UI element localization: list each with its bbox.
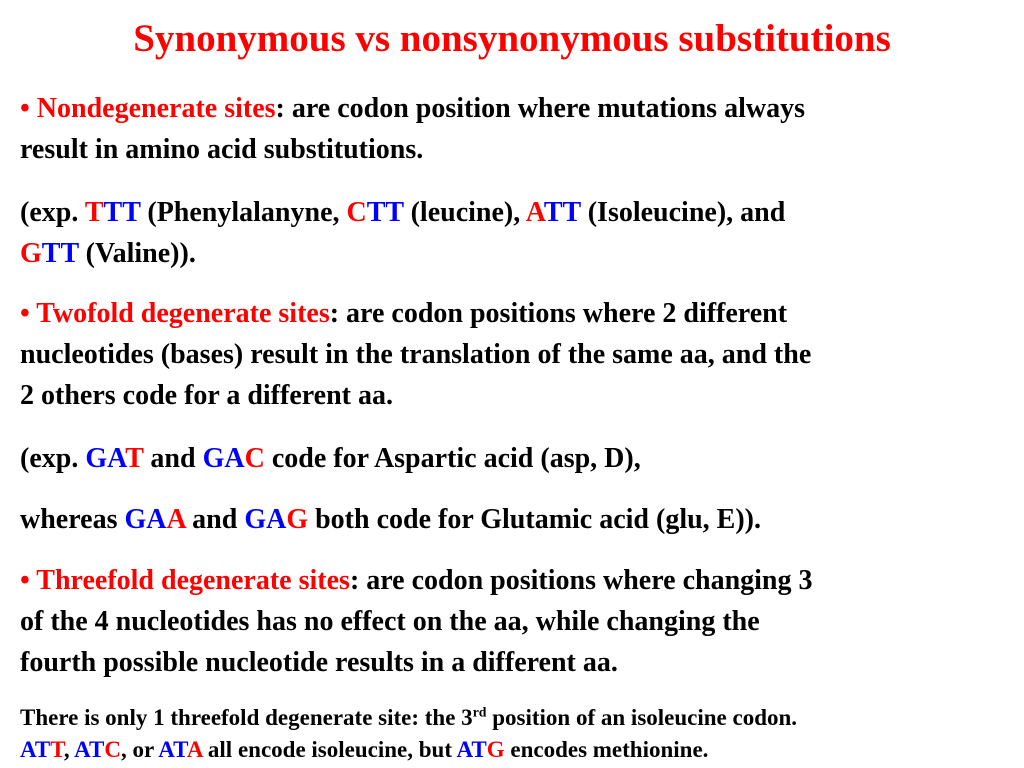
codon-gag-end: G — [286, 504, 309, 535]
threefold-term: • Threefold degenerate sites — [20, 565, 350, 596]
codon-atc-start: AT — [74, 737, 105, 762]
example-prefix: (exp. — [20, 443, 86, 474]
threefold-line3: fourth possible nucleotide results in a different aa. — [20, 647, 618, 678]
threefold-paragraph — [20, 560, 995, 683]
codon-att-end: T — [50, 737, 64, 762]
twofold-example-asp — [20, 438, 995, 479]
example-prefix: (exp. — [20, 197, 85, 228]
twofold-example-glu — [20, 499, 995, 540]
codon-atg-end: G — [486, 737, 505, 762]
example-text-3: (Isoleucine), and — [580, 197, 786, 228]
codon-att-start: AT — [20, 737, 51, 762]
codon-gat-end: T — [125, 443, 144, 474]
codon-ttt-first: T — [84, 197, 104, 228]
glu-text: both code for Glutamic acid (glu, E)). — [308, 504, 762, 535]
codon-gaa-end: A — [166, 504, 186, 535]
nondegenerate-line1: : are codon position where mutations always — [275, 93, 805, 124]
example-text-4: (Valine)). — [78, 238, 196, 269]
example-text-2: (leucine), — [403, 197, 526, 228]
twofold-line3: 2 others code for a different aa. — [20, 380, 393, 411]
codon-atc-end: C — [104, 737, 121, 762]
nondegenerate-term: • Nondegenerate sites — [20, 93, 276, 124]
slide-title: Synonymous vs nonsynonymous substitutions — [133, 17, 891, 60]
note-mid: all encode isoleucine, but — [202, 737, 457, 762]
codon-gag-start: GA — [244, 504, 287, 535]
codon-gaa-start: GA — [124, 504, 167, 535]
codon-gac-start: GA — [202, 443, 245, 474]
and-text: and — [185, 504, 245, 535]
asp-text: code for Aspartic acid (asp, D), — [264, 443, 641, 474]
note-end: encodes methionine. — [504, 737, 709, 762]
codon-ctt-first: C — [346, 197, 367, 228]
threefold-line1: : are codon positions where changing 3 — [349, 565, 813, 596]
twofold-paragraph — [20, 293, 995, 416]
sep-2: , or — [121, 737, 159, 762]
codon-att-rest: TT — [543, 197, 581, 228]
codon-ttt-rest: TT — [103, 197, 141, 228]
note-line1-post: position of an isoleucine codon. — [486, 705, 798, 730]
twofold-term: • Twofold degenerate sites — [20, 298, 330, 329]
threefold-line2: of the 4 nucleotides has no effect on the aa, while changing the — [20, 606, 760, 637]
nondegenerate-example — [20, 192, 995, 274]
codon-ata-start: AT — [158, 737, 187, 762]
example-text-1: (Phenylalanyne, — [140, 197, 347, 228]
codon-gat-start: GA — [85, 443, 126, 474]
codon-atg-start: AT — [456, 737, 487, 762]
and-text: and — [143, 443, 203, 474]
whereas-text: whereas — [20, 504, 125, 535]
codon-ata-end: A — [186, 737, 203, 762]
codon-gtt-rest: TT — [41, 238, 79, 269]
codon-ctt-rest: TT — [366, 197, 404, 228]
nondegenerate-paragraph — [20, 88, 995, 170]
codon-gtt-first: G — [20, 238, 42, 269]
twofold-line2: nucleotides (bases) result in the translation of the same aa, and the — [20, 339, 812, 370]
isoleucine-note — [20, 702, 995, 766]
twofold-line1: : are codon positions where 2 different — [329, 298, 788, 329]
codon-gac-end: C — [244, 443, 265, 474]
codon-att-first: A — [525, 197, 544, 228]
sep-1: , — [63, 737, 75, 762]
note-line1-pre: There is only 1 threefold degenerate site: the 3 — [20, 705, 473, 730]
nondegenerate-line2: result in amino acid substitutions. — [20, 134, 424, 165]
note-superscript: rd — [472, 704, 487, 720]
